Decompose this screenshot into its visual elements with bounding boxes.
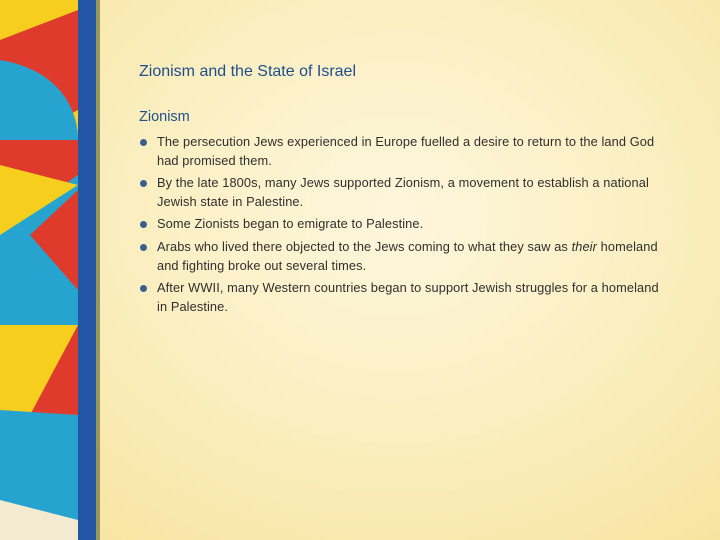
bullet-text-before: Arabs who lived there objected to the Jews coming to what they saw as <box>157 238 572 254</box>
bullet-item <box>139 133 669 170</box>
bullet-list <box>139 133 669 320</box>
section-subheading: Zionism <box>139 109 190 125</box>
bullet-item <box>139 215 669 234</box>
bullet-text: After WWII, many Western countries began to support Jewish struggles for a homeland in Palestine. <box>157 280 659 314</box>
bullet-dot-icon <box>140 285 147 292</box>
bullet-text: Some Zionists began to emigrate to Palestine. <box>157 216 424 232</box>
bullet-text-emphasis: their <box>571 238 597 254</box>
bullet-dot-icon <box>140 244 147 251</box>
bullet-item <box>139 174 669 211</box>
bullet-item <box>139 279 669 316</box>
bullet-text: By the late 1800s, many Jews supported Zionism, a movement to establish a national Jewish state in Palestine. <box>157 175 649 209</box>
bullet-text-after: homeland and fighting broke out several times. <box>157 238 658 273</box>
slide-title: Zionism and the State of Israel <box>139 63 356 80</box>
bullet-dot-icon <box>140 180 147 187</box>
bullet-dot-icon <box>140 221 147 228</box>
bullet-text: The persecution Jews experienced in Europe fuelled a desire to return to the land God had promised them. <box>157 134 655 168</box>
bullet-item <box>139 238 669 275</box>
bullet-dot-icon <box>140 139 147 146</box>
decorative-side-band <box>0 0 100 540</box>
